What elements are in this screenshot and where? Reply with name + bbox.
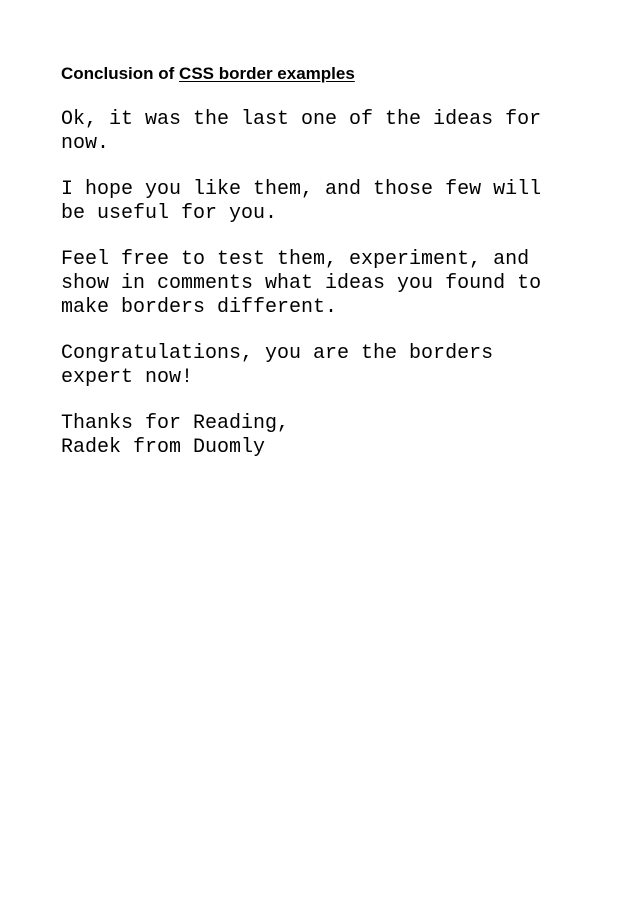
paragraph-line: Radek from Duomly (61, 436, 266, 459)
paragraph-line: show in comments what ideas you found to (61, 272, 542, 295)
paragraph-line: Feel free to test them, experiment, and (61, 248, 530, 271)
paragraph-line: expert now! (61, 366, 194, 389)
heading-link[interactable]: CSS border examples (179, 64, 355, 83)
paragraph-4 (61, 342, 601, 390)
paragraph-signoff (61, 412, 601, 460)
paragraph-1 (61, 108, 601, 156)
section-heading (61, 62, 601, 86)
heading-prefix: Conclusion of (61, 64, 180, 83)
paragraph-line: Congratulations, you are the borders (61, 342, 494, 365)
paragraph-line: Ok, it was the last one of the ideas for (61, 108, 542, 131)
paragraph-line: be useful for you. (61, 202, 278, 225)
document-content (61, 62, 601, 482)
paragraph-3 (61, 248, 601, 320)
paragraph-line: Thanks for Reading, (61, 412, 290, 435)
paragraph-2 (61, 178, 601, 226)
paragraph-line: now. (61, 132, 110, 155)
paragraph-line: make borders different. (61, 296, 338, 319)
paragraph-line: I hope you like them, and those few will (61, 178, 542, 201)
